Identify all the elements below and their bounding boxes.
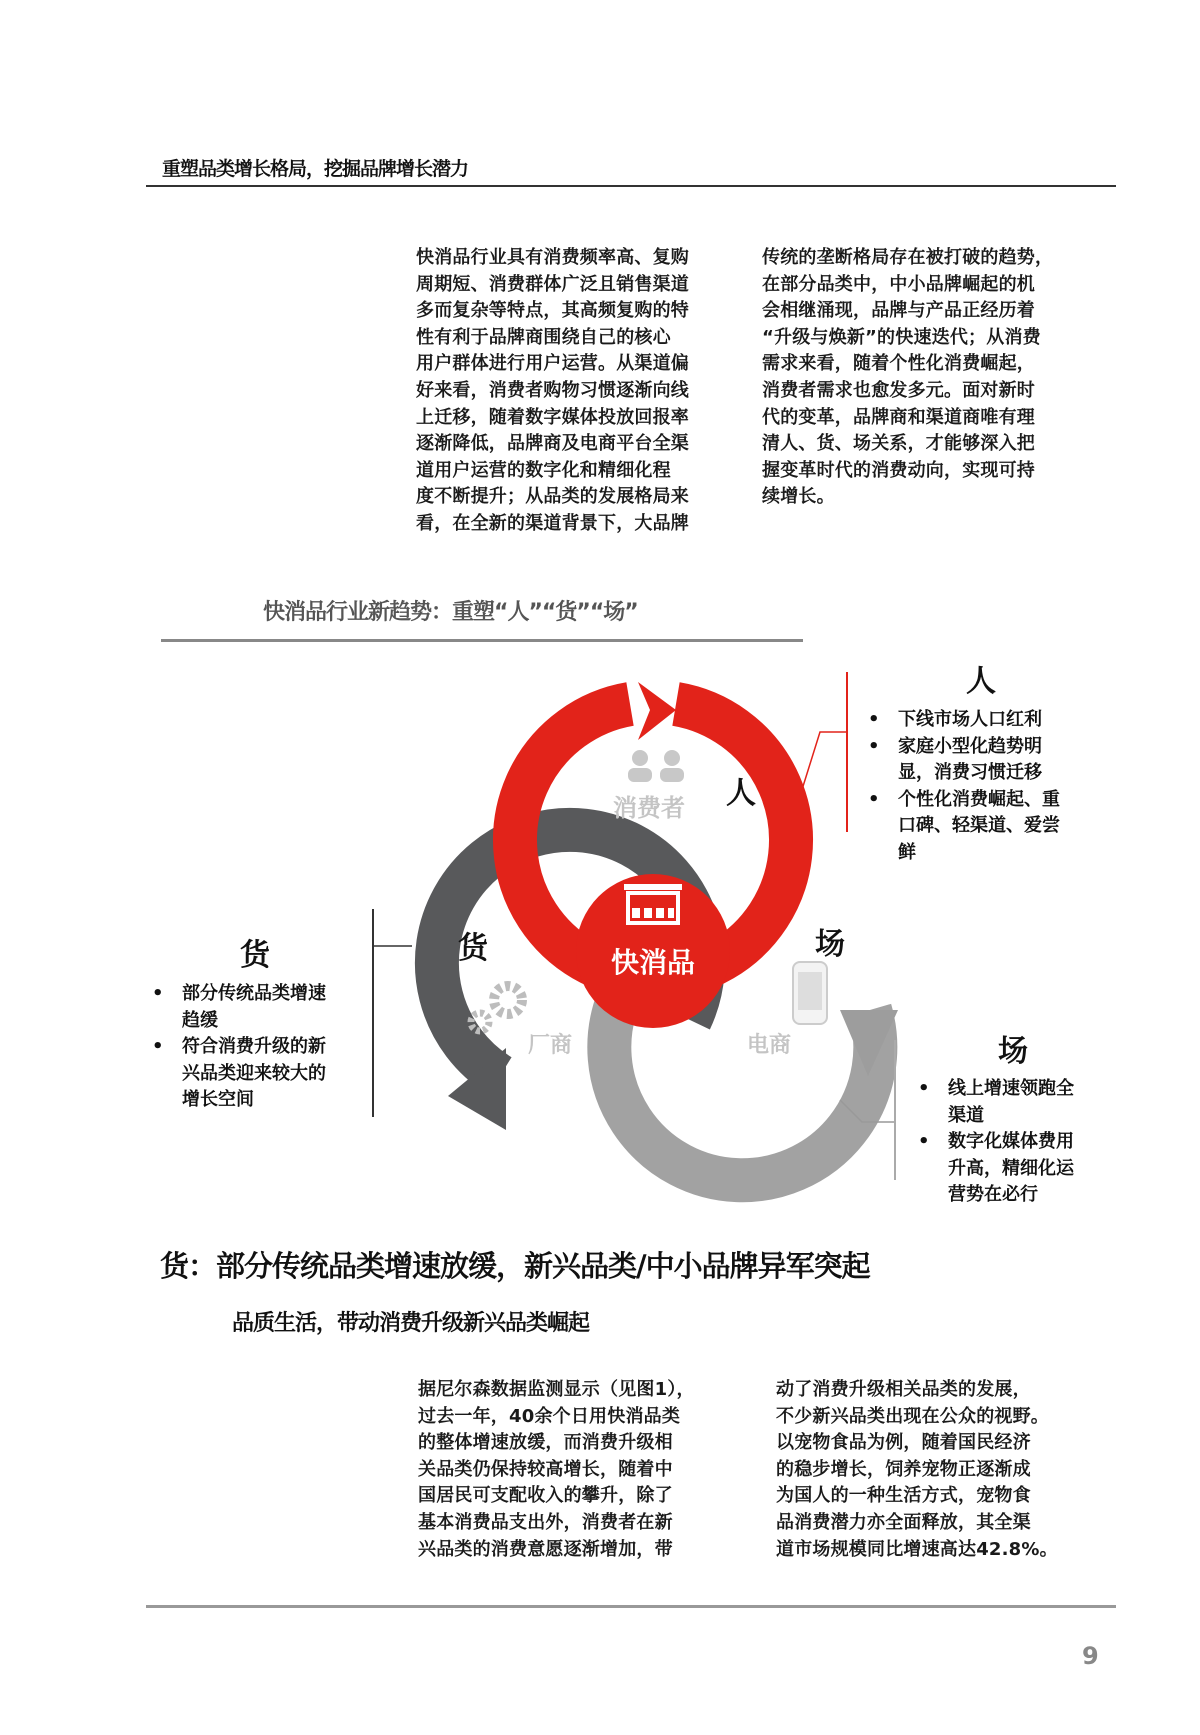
bullet-line: 营势在必行 — [948, 1184, 1038, 1205]
manufacturer-label: 厂商 — [527, 1033, 573, 1058]
people-bullets — [868, 707, 1060, 866]
bullet-line: 口碑、轻渠道、爱尝 — [898, 815, 1060, 836]
text-line: 清人、货、场关系，才能够深入把 — [762, 433, 1035, 455]
bullet-line: 部分传统品类增速 — [182, 983, 326, 1004]
text-line: 需求来看，随着个性化消费崛起， — [762, 353, 1035, 375]
page-header-title: 重塑品类增长格局，挖掘品牌增长潜力 — [162, 158, 469, 180]
bullet-item — [918, 1129, 1074, 1209]
text-line: 道用户运营的数字化和精细化程 — [416, 459, 671, 481]
bullet-line: 数字化媒体费用 — [948, 1131, 1074, 1152]
bullet-item — [868, 734, 1060, 787]
goods-bullets — [152, 981, 326, 1114]
text-line: 多而复杂等特点，其高频复购的特 — [416, 300, 689, 322]
consumer-label: 消费者 — [613, 794, 685, 822]
bullet-item — [868, 787, 1060, 867]
section-column-1 — [418, 1377, 695, 1563]
text-line: 握变革时代的消费动向，实现可持 — [762, 459, 1035, 481]
page-number: 9 — [1082, 1642, 1099, 1670]
footer-rule — [146, 1605, 1116, 1608]
bullet-line: 个性化消费崛起、重 — [898, 788, 1060, 810]
text-line: 代的变革，品牌商和渠道商唯有理 — [762, 406, 1035, 428]
place-block-title: 场 — [998, 1034, 1028, 1069]
bullet-item — [868, 707, 1060, 734]
bullet-line: 渠道 — [948, 1104, 984, 1126]
text-line: 用户群体进行用户运营。从渠道偏 — [416, 353, 689, 375]
bullet-icon: • — [918, 1131, 930, 1152]
bullet-line: 增长空间 — [182, 1089, 254, 1110]
text-line: 的稳步增长，饲养宠物正逐渐成 — [776, 1458, 1031, 1480]
bullet-icon: • — [918, 1078, 930, 1099]
gear-icon — [471, 986, 522, 1031]
text-line: 快消品行业具有消费频率高、复购 — [416, 247, 689, 268]
bullet-line: 升高，精细化运 — [948, 1157, 1074, 1179]
center-label: 快消品 — [610, 946, 696, 979]
section-subheading: 品质生活，带动消费升级新兴品类崛起 — [232, 1311, 590, 1336]
bullet-icon: • — [868, 788, 880, 810]
text-line: 品消费潜力亦全面释放，其全渠 — [776, 1511, 1031, 1533]
ecommerce-label: 电商 — [746, 1033, 792, 1058]
bullet-line: 线上增速领跑全 — [948, 1078, 1074, 1099]
text-line: 周期短、消费群体广泛且销售渠道 — [416, 273, 689, 295]
bullet-line: 家庭小型化趋势明 — [898, 735, 1042, 757]
text-line: 国居民可支配收入的攀升，除了 — [418, 1485, 673, 1507]
place-bullets — [918, 1076, 1074, 1209]
text-line: “升级与焕新”的快速迭代；从消费 — [762, 326, 1041, 348]
text-line: 的整体增速放缓，而消费升级相 — [418, 1432, 673, 1454]
text-line: 关品类仍保持较高增长，随着中 — [418, 1458, 673, 1480]
text-line: 续增长。 — [762, 486, 835, 508]
bullet-item — [152, 1034, 326, 1114]
text-line: 逐渐降低，品牌商及电商平台全渠 — [416, 433, 689, 455]
text-line: 据尼尔森数据监测显示（见图1）， — [418, 1379, 695, 1400]
bullet-item — [152, 981, 326, 1034]
text-line: 上迁移，随着数字媒体投放回报率 — [416, 406, 689, 428]
bullet-icon: • — [868, 709, 880, 730]
bullet-icon: • — [868, 735, 880, 757]
people-block-line — [846, 672, 848, 832]
people-block-title: 人 — [966, 664, 996, 699]
text-line: 传统的垄断格局存在被打破的趋势， — [762, 247, 1054, 268]
text-line: 在部分品类中，中小品牌崛起的机 — [762, 273, 1035, 295]
text-line: 消费者需求也愈发多元。面对新时 — [762, 379, 1035, 401]
text-line: 度不断提升；从品类的发展格局来 — [416, 486, 689, 508]
bullet-line: 符合消费升级的新 — [182, 1036, 326, 1057]
text-line: 好来看，消费者购物习惯逐渐向线 — [416, 379, 689, 401]
bullet-icon: • — [152, 983, 164, 1004]
goods-block-title: 货 — [240, 938, 270, 973]
text-line: 兴品类的消费意愿逐渐增加，带 — [418, 1538, 673, 1560]
bullet-icon: • — [152, 1036, 164, 1057]
phone-icon — [793, 962, 827, 1024]
consumer-icon — [628, 750, 684, 782]
text-line: 道市场规模同比增速高达42.8%。 — [776, 1538, 1058, 1560]
bullet-line: 下线市场人口红利 — [898, 709, 1042, 730]
goods-block-line — [372, 909, 374, 1117]
text-line: 看，在全新的渠道背景下，大品牌 — [416, 512, 689, 534]
bullet-item — [918, 1076, 1074, 1129]
text-line: 为国人的一种生活方式，宠物食 — [776, 1485, 1031, 1507]
goods-ring-label: 货 — [458, 931, 488, 966]
diagram-title: 快消品行业新趋势：重塑“人”“货”“场” — [263, 600, 638, 625]
text-line: 以宠物食品为例，随着国民经济 — [776, 1432, 1031, 1454]
section-column-2 — [776, 1377, 1058, 1563]
text-line: 过去一年，40余个日用快消品类 — [418, 1405, 681, 1427]
text-line: 性有利于品牌商围绕自己的核心 — [416, 326, 671, 348]
bullet-line: 趋缓 — [182, 1009, 218, 1031]
text-line: 基本消费品支出外，消费者在新 — [418, 1511, 673, 1533]
place-ring-label: 场 — [815, 927, 845, 962]
bullet-line: 显，消费习惯迁移 — [898, 762, 1042, 783]
people-ring-label: 人 — [726, 776, 756, 811]
bullet-line: 鲜 — [898, 841, 916, 863]
text-line: 会相继涌现，品牌与产品正经历着 — [762, 300, 1035, 322]
section-heading: 货：部分传统品类增速放缓，新兴品类/中小品牌异军突起 — [160, 1249, 870, 1283]
text-line: 不少新兴品类出现在公众的视野。 — [776, 1405, 1049, 1427]
people-connector — [800, 732, 846, 796]
text-line: 动了消费升级相关品类的发展， — [776, 1379, 1031, 1400]
people-arrowhead — [638, 682, 676, 740]
place-block-line — [894, 1040, 896, 1180]
bullet-line: 兴品类迎来较大的 — [182, 1062, 326, 1084]
